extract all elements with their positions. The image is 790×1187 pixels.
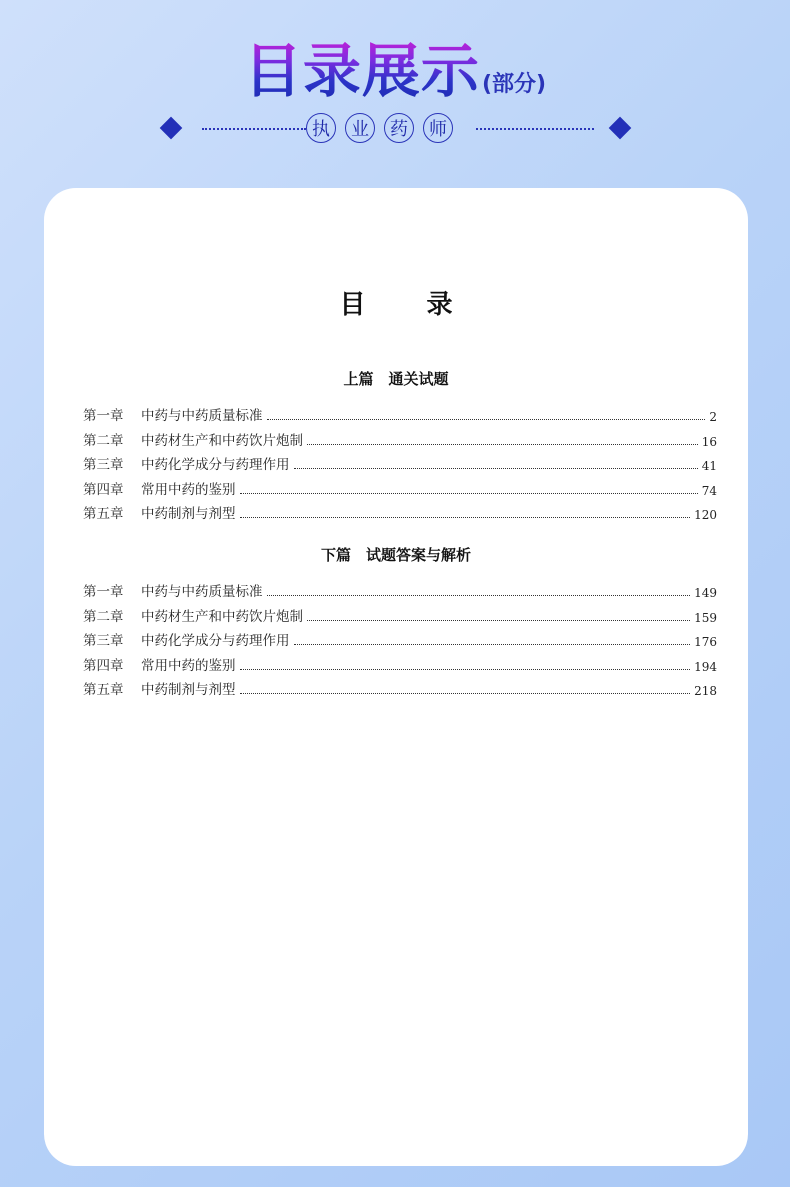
toc-entry[interactable] (83, 605, 717, 625)
toc-name: 中药与中药质量标准 (141, 408, 263, 424)
toc-page: 2 (709, 410, 717, 424)
toc-name: 中药材生产和中药饮片炮制 (141, 433, 303, 449)
toc-chapter: 第五章 (83, 506, 124, 522)
header-subtitle: (部分) (481, 72, 547, 97)
toc-entry[interactable] (83, 678, 717, 698)
dot-leader (240, 693, 691, 694)
page-header (0, 24, 790, 108)
toc-name: 中药制剂与剂型 (141, 506, 236, 522)
toc-entry[interactable] (83, 580, 717, 600)
toc-entry[interactable] (83, 429, 717, 449)
toc-chapter: 第一章 (83, 408, 124, 424)
toc-page: 194 (694, 660, 717, 674)
toc-name: 中药化学成分与药理作用 (141, 457, 290, 473)
document-title: 目 录 (339, 290, 479, 320)
toc-page: 16 (701, 435, 717, 449)
badge-zhi: 执 (306, 113, 336, 143)
badge-ye: 业 (345, 113, 375, 143)
toc-name: 中药制剂与剂型 (141, 682, 236, 698)
toc-page: 176 (694, 635, 717, 649)
dot-leader (240, 669, 691, 670)
toc-entry[interactable] (83, 404, 717, 424)
toc-chapter: 第四章 (83, 658, 124, 674)
toc-page: 218 (694, 684, 717, 698)
toc-name: 中药与中药质量标准 (141, 584, 263, 600)
toc-entry[interactable] (83, 654, 717, 674)
decorative-divider (0, 116, 790, 142)
toc-chapter: 第三章 (83, 457, 124, 473)
badge-group (306, 116, 453, 143)
toc-chapter: 第二章 (83, 433, 124, 449)
toc-entry[interactable] (83, 478, 717, 498)
dot-leader (267, 595, 691, 596)
toc-page: 149 (694, 586, 717, 600)
toc-name: 常用中药的鉴别 (141, 482, 236, 498)
toc-entry[interactable] (83, 453, 717, 473)
toc-entry[interactable] (83, 629, 717, 649)
toc-page: 74 (701, 484, 717, 498)
toc-name: 中药材生产和中药饮片炮制 (141, 609, 303, 625)
dot-leader (307, 444, 698, 445)
toc-page: 159 (694, 611, 717, 625)
document-card (44, 188, 748, 1166)
dot-leader (240, 517, 691, 518)
dot-leader (294, 468, 698, 469)
badge-yao: 药 (384, 113, 414, 143)
diamond-icon-right (609, 117, 632, 140)
toc-chapter: 第五章 (83, 682, 124, 698)
toc-chapter: 第二章 (83, 609, 124, 625)
toc-name: 中药化学成分与药理作用 (141, 633, 290, 649)
toc-chapter: 第一章 (83, 584, 124, 600)
dot-leader (267, 419, 706, 420)
toc-chapter: 第四章 (83, 482, 124, 498)
section-title-part2: 下篇 试题答案与解析 (320, 546, 471, 564)
dot-leader (240, 493, 698, 494)
dot-leader (307, 620, 690, 621)
toc-entry[interactable] (83, 502, 717, 522)
toc-page: 120 (694, 508, 717, 522)
diamond-icon-left (160, 117, 183, 140)
header-title: 目录展示 (243, 37, 480, 105)
toc-chapter: 第三章 (83, 633, 124, 649)
dotted-line-left (202, 128, 306, 130)
badge-shi: 师 (423, 113, 453, 143)
dot-leader (294, 644, 691, 645)
dotted-line-right (476, 128, 594, 130)
toc-name: 常用中药的鉴别 (141, 658, 236, 674)
section-title-part1: 上篇 通关试题 (343, 370, 449, 388)
toc-page: 41 (701, 459, 717, 473)
